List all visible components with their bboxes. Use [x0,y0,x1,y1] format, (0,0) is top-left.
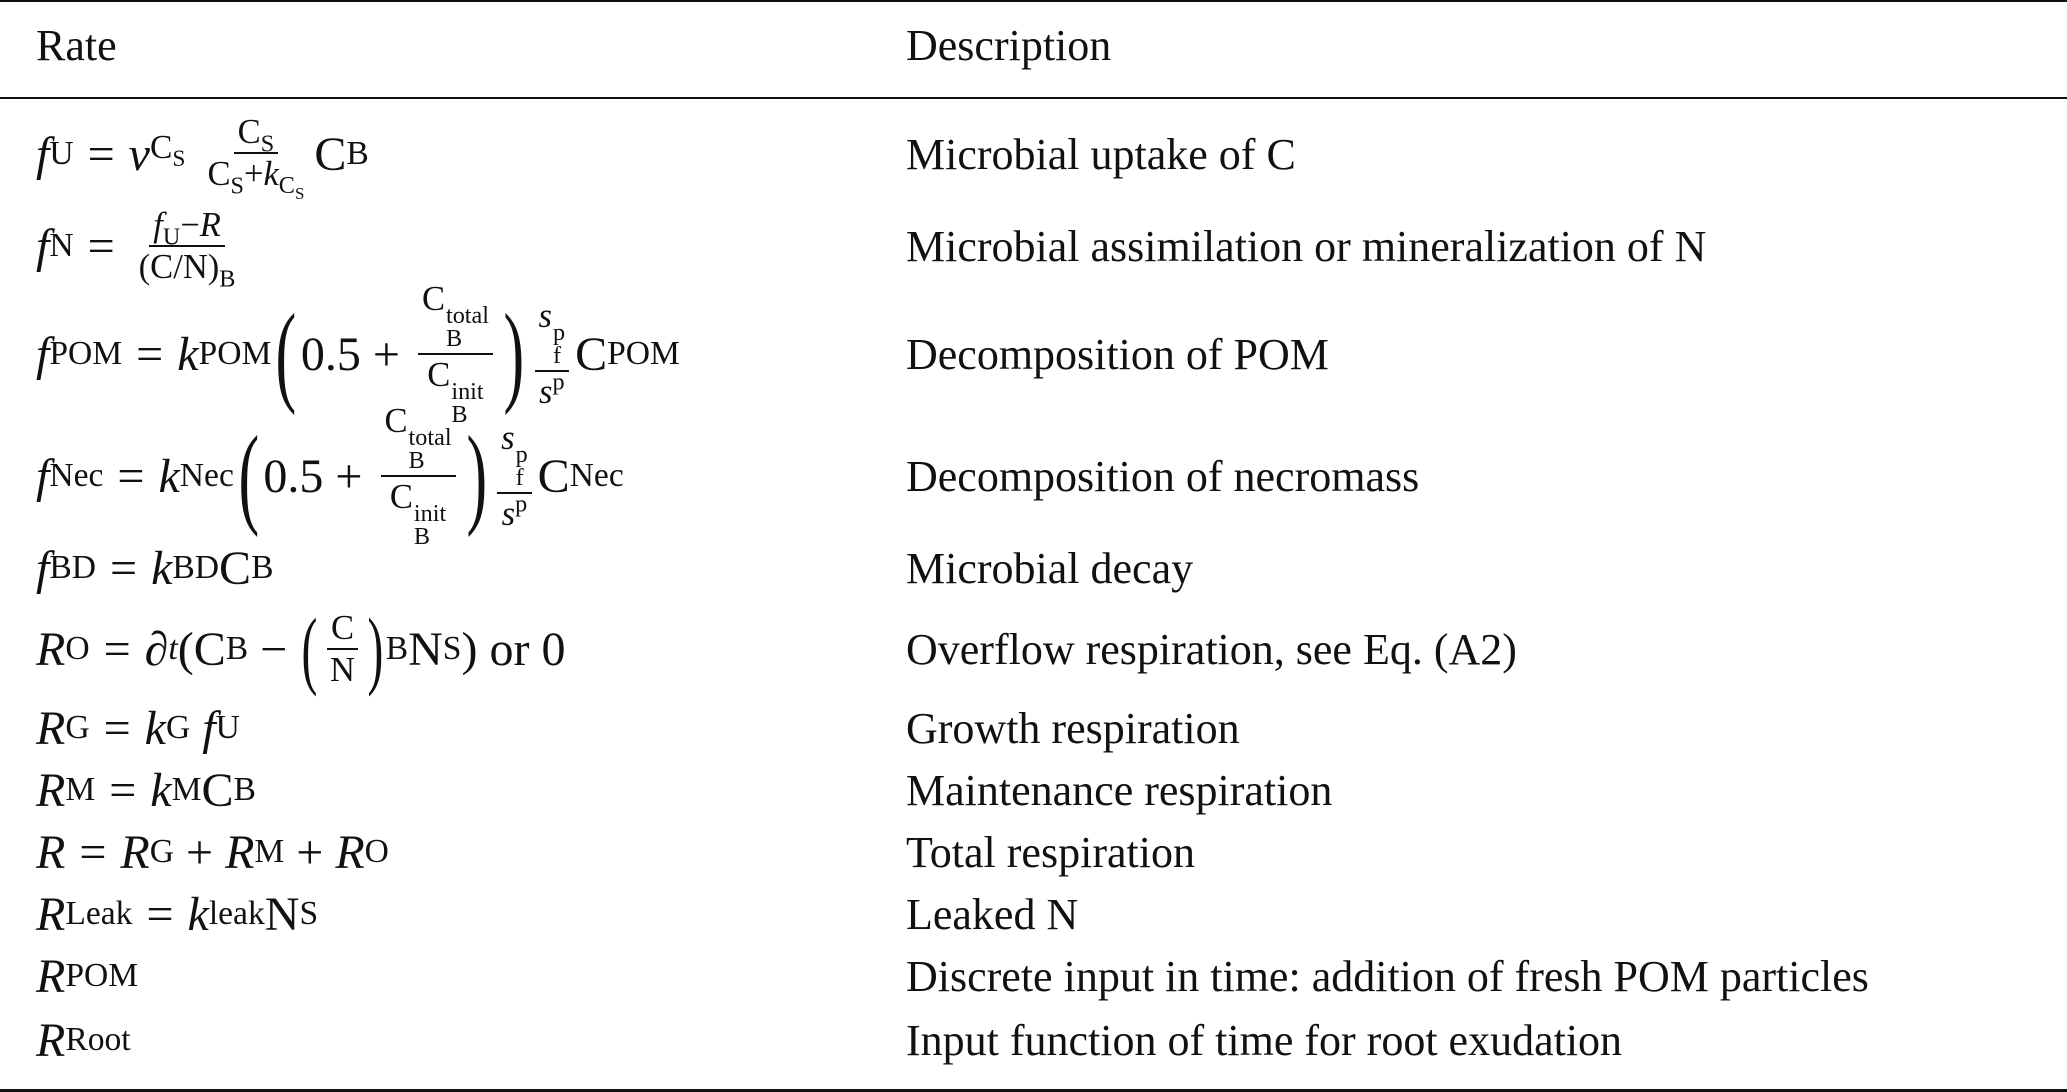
rate-formula: R Root [36,1013,131,1067]
rate-formula: f BD = k BD C B [36,541,274,595]
table-row [0,200,2067,292]
row-description: Decomposition of POM [906,329,1329,379]
header-description: Description [906,21,1112,70]
row-description: Microbial assimilation or mineralization of N [906,221,1707,271]
row-description: Microbial decay [906,543,1194,593]
table-row [0,700,2067,756]
row-description: Overflow respiration, see Eq. (A2) [906,624,1517,674]
rate-formula: f POM = k POM ( 0.5 + C total B C init B ) s p f $s^p$ C POM [36,279,680,429]
rate-formula: f U = ν $C_S$ $\frac{C_S}{C_S+k_{C_S}}$ C B [36,112,369,204]
table-row [0,279,2067,429]
row-description: Growth respiration [906,703,1240,753]
table-row [0,538,2067,598]
row-description: Input function of time for root exudation [906,1015,1623,1065]
row-description: Maintenance respiration [906,765,1333,815]
table-row [0,946,2067,1006]
rate-formula: R G = k G f U [36,701,240,755]
table-row [0,760,2067,820]
table-row [0,110,2067,204]
header-rate: Rate [36,21,117,70]
row-description: Microbial uptake of C [906,129,1296,179]
top-rule [0,0,2067,2]
row-description: Discrete input in time: addition of fresh POM particles [906,951,1869,1001]
rate-formula: f Nec = k Nec ( 0.5 + C total B C init B ) s p f $s^p$ C Nec [36,401,624,551]
table-row [0,1008,2067,1072]
rate-formula: R = R G + R M + R O [36,825,389,879]
row-description: Total respiration [906,827,1195,877]
row-description: Leaked N [906,889,1079,939]
rate-formula: f N = $\frac{f_U-R}{(C/N)_B}$ [36,205,236,293]
rate-formula: R M = k M C B [36,763,256,817]
table-row [0,884,2067,944]
rate-formula: R O = ∂ t ( C B − ( $\frac{C}{N}$ ) B N S ) or 0 [36,600,566,697]
row-description: Decomposition of necromass [906,451,1420,501]
table-row [0,600,2067,698]
table-row [0,822,2067,882]
header-rule [0,97,2067,99]
rate-formula: R POM [36,949,139,1003]
table-row [0,401,2067,551]
rate-formula: R Leak = k leak N S [36,887,319,941]
